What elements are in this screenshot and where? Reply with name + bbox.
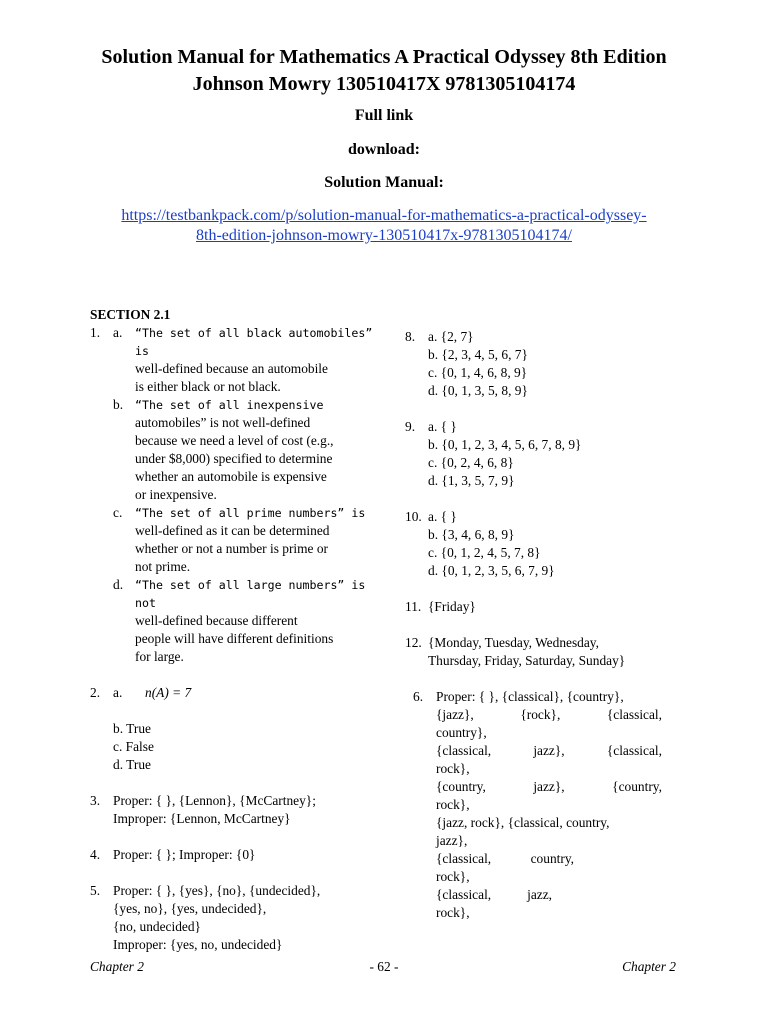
answer-line: Proper: { }, {Lennon}, {McCartney}; (113, 793, 316, 808)
answer-line: b. {0, 1, 2, 3, 4, 5, 6, 7, 8, 9} (428, 437, 582, 452)
answer-line: {Monday, Tuesday, Wednesday, (428, 635, 599, 650)
answer-line: people will have different definitions (135, 631, 334, 646)
part-letter: b. (113, 397, 124, 412)
answer-number: 11. (405, 599, 422, 614)
title-line-1: Solution Manual for Mathematics A Practical Odyssey 8th Edition (101, 46, 667, 68)
answer-10 (405, 508, 670, 526)
answer-number: 12. (405, 635, 422, 650)
answer-line: Proper: { }, {classical}, {country}, (436, 689, 624, 704)
answer-line: jazz}, (436, 833, 468, 848)
answer-line: Thursday, Friday, Saturday, Sunday} (428, 653, 626, 668)
download-label: download: (347, 141, 421, 158)
answer-number: 2. (90, 685, 101, 700)
answer-2-part-d: d. True (113, 757, 151, 772)
set-term: country, (530, 851, 574, 866)
section-heading: SECTION 2.1 (90, 307, 171, 322)
part-letter: d. (113, 577, 124, 592)
answer-line: b. {2, 3, 4, 5, 6, 7} (428, 347, 528, 362)
answer-line: b. {3, 4, 6, 8, 9} (428, 527, 515, 542)
answer-line (436, 778, 662, 796)
answer-11 (405, 598, 670, 616)
answer-line: or inexpensive. (135, 487, 217, 502)
answer-1-part-b (113, 396, 375, 504)
answer-line: {Friday} (428, 599, 476, 614)
answer-2-part-a (113, 684, 375, 702)
answer-8 (405, 328, 670, 346)
download-link-line-1[interactable]: https://testbankpack.com/p/solution-manual-for-mathematics-a-practical-odyssey- (121, 207, 647, 224)
answer-line: rock}, (436, 905, 470, 920)
answer-line (436, 742, 662, 760)
answer-1-part-c (113, 504, 375, 576)
answer-6 (413, 688, 670, 922)
answer-line: a. {2, 7} (428, 329, 474, 344)
answer-line: well-defined because different (135, 613, 298, 628)
answer-line: “The set of all inexpensive (135, 398, 324, 412)
answer-3 (90, 792, 375, 828)
answer-line: automobiles” is not well-defined (135, 415, 311, 430)
answer-1-part-a (113, 324, 375, 396)
left-column (90, 306, 375, 954)
set-term: {classical, (436, 887, 492, 902)
answer-line: rock}, (436, 761, 470, 776)
answer-line: is either black or not black. (135, 379, 281, 394)
answer-4 (90, 846, 375, 864)
answer-line: “The set of all large numbers” is not (135, 578, 366, 610)
footer-chapter-left: Chapter 2 (90, 959, 144, 974)
set-term: {classical, (436, 743, 492, 758)
answer-line: {yes, no}, {yes, undecided}, (113, 901, 267, 916)
answer-line: c. {0, 1, 2, 4, 5, 7, 8} (428, 545, 541, 560)
answer-line: rock}, (436, 797, 470, 812)
right-column (405, 328, 670, 922)
part-letter: a. (113, 325, 123, 340)
answer-12 (405, 634, 670, 670)
title-line-2: Johnson Mowry 130510417X 9781305104174 (192, 73, 576, 95)
answer-line: Proper: { }, {yes}, {no}, {undecided}, (113, 883, 321, 898)
set-term: jazz}, (533, 743, 565, 758)
answer-9 (405, 418, 670, 436)
set-term: {country, (612, 779, 662, 794)
full-link-label: Full link (354, 107, 414, 124)
set-term: jazz, (527, 887, 552, 902)
answer-line: d. {1, 3, 5, 7, 9} (428, 473, 515, 488)
set-term: {classical, (436, 851, 492, 866)
answer-number: 6. (413, 689, 424, 704)
set-term: {country, (436, 779, 486, 794)
page-number: - 62 - (369, 959, 399, 974)
answer-line: a. { } (428, 509, 457, 524)
answer-1-part-d (113, 576, 375, 666)
answer-line: d. {0, 1, 3, 5, 8, 9} (428, 383, 528, 398)
answer-line: well-defined as it can be determined (135, 523, 330, 538)
answer-line: Proper: { }; Improper: {0} (113, 847, 256, 862)
formula: n(A) = 7 (145, 685, 192, 700)
answer-number: 5. (90, 883, 101, 898)
answer-5 (90, 882, 375, 954)
answer-line: country}, (436, 725, 487, 740)
answer-number: 3. (90, 793, 101, 808)
set-term: {rock}, (520, 707, 561, 722)
answer-line: d. {0, 1, 2, 3, 5, 6, 7, 9} (428, 563, 555, 578)
answer-2-part-b: b. True (113, 721, 151, 736)
answer-line (436, 886, 552, 904)
set-term: {jazz}, (436, 707, 474, 722)
answer-line: whether or not a number is prime or (135, 541, 328, 556)
answer-line (436, 850, 574, 868)
part-letter: c. (113, 505, 123, 520)
answer-number: 4. (90, 847, 101, 862)
answer-number: 10. (405, 509, 422, 524)
set-term: {classical, (606, 743, 662, 758)
download-link[interactable] (60, 206, 708, 246)
answer-number: 8. (405, 329, 416, 344)
answer-number: 9. (405, 419, 416, 434)
document-title (40, 44, 728, 98)
footer-chapter-right: Chapter 2 (622, 959, 676, 974)
answer-2 (90, 684, 375, 774)
answer-line: “The set of all prime numbers” is (135, 506, 366, 520)
answer-line: c. {0, 2, 4, 6, 8} (428, 455, 514, 470)
answer-line: {no, undecided} (113, 919, 201, 934)
answer-line: rock}, (436, 869, 470, 884)
answer-line (436, 706, 662, 724)
answer-line: Improper: {yes, no, undecided} (113, 937, 283, 952)
answer-1 (90, 324, 375, 666)
part-letter: a. (113, 685, 123, 700)
answer-line: c. {0, 1, 4, 6, 8, 9} (428, 365, 528, 380)
answer-line: whether an automobile is expensive (135, 469, 327, 484)
set-term: {classical, (606, 707, 662, 722)
set-term: jazz}, (533, 779, 565, 794)
answer-line: not prime. (135, 559, 191, 574)
answer-2-part-c: c. False (113, 739, 154, 754)
solution-manual-label: Solution Manual: (324, 174, 444, 191)
answer-number: 1. (90, 325, 101, 340)
download-link-line-2[interactable]: 8th-edition-johnson-mowry-130510417x-9781305104174/ (196, 227, 572, 244)
answer-line: well-defined because an automobile (135, 361, 328, 376)
answer-line: because we need a level of cost (e.g., (135, 433, 334, 448)
answer-line: for large. (135, 649, 184, 664)
answer-line: {jazz, rock}, {classical, country, (436, 815, 610, 830)
answer-line: “The set of all black automobiles” is (135, 326, 373, 358)
answer-line: a. { } (428, 419, 457, 434)
answer-line: under $8,000) specified to determine (135, 451, 333, 466)
answer-line: Improper: {Lennon, McCartney} (113, 811, 291, 826)
